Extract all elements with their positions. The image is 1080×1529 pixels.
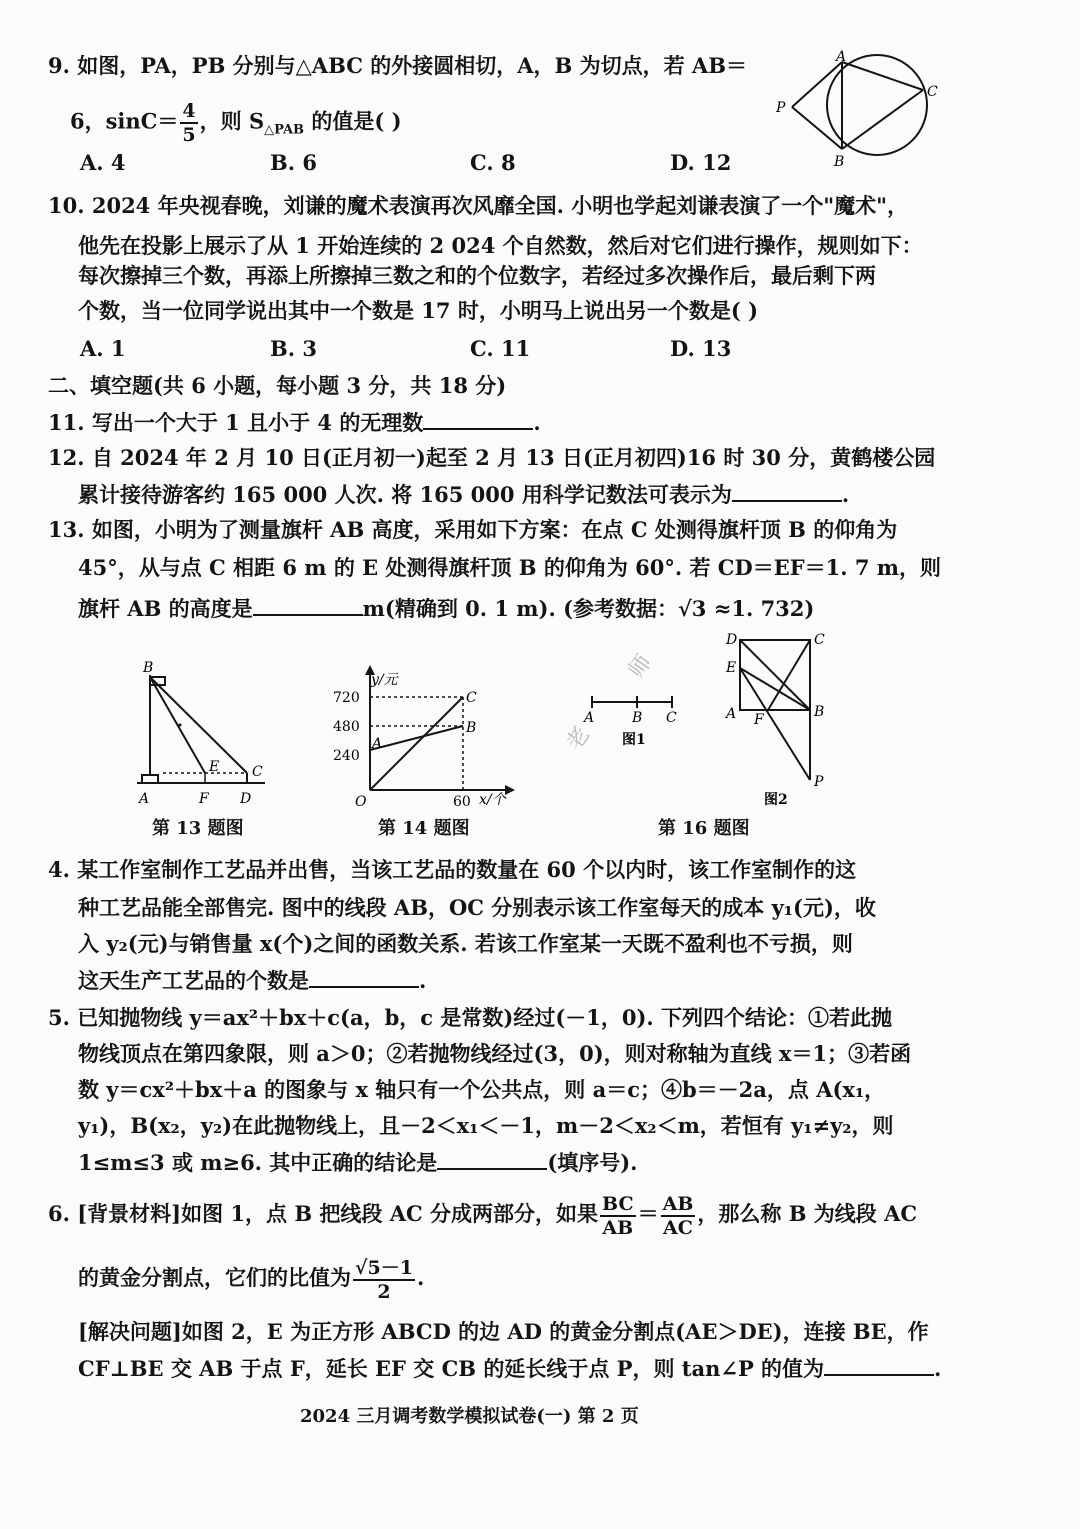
fig16-1-label-b: B <box>632 710 643 726</box>
q13-line-2: 45°，从与点 C 相距 6 m 的 E 处测得旗杆顶 B 的仰角为 60°. 若 CD＝EF＝1. 7 m，则 <box>78 555 942 580</box>
q9-label-b: B <box>834 154 845 170</box>
fig14-xtick-60: 60 <box>453 794 471 810</box>
q11-line <box>48 408 541 437</box>
q9-label-c: C <box>927 84 938 100</box>
q16-ratio-2 <box>661 1193 696 1239</box>
q9-sinc-fraction <box>180 100 197 146</box>
q15-line-2: 物线顶点在第四象限，则 a＞0；②若抛物线经过(3，0)，则对称轴为直线 x＝1；③若函 <box>78 1041 912 1066</box>
fig16-caption: 第 16 题图 <box>658 818 750 839</box>
q10-options <box>80 336 780 366</box>
fig14-ytick-240: 240 <box>333 748 360 764</box>
fig16-2-label-b: B <box>814 704 825 720</box>
q16-ratio-2-den: AC <box>663 1216 693 1239</box>
q16-line-4 <box>78 1354 941 1383</box>
q10-option-b: B. 3 <box>270 336 317 361</box>
page-footer: 2024 三月调考数学模拟试卷(一) 第 2 页 <box>300 1406 639 1427</box>
q16-fig2-square <box>720 628 840 813</box>
q11-answer-blank <box>423 408 533 430</box>
q9-label-p: P <box>776 100 786 116</box>
q9-option-d: D. 12 <box>670 150 732 175</box>
q13-answer-blank <box>253 594 363 616</box>
fig16-2-label-p: P <box>814 774 824 790</box>
fig14-origin: O <box>355 794 367 810</box>
q16-ratio-1-num: BC <box>602 1192 634 1215</box>
q16-text-2-end: . <box>416 1265 425 1290</box>
q9-line-2 <box>70 100 402 149</box>
q9-label-a: A <box>836 50 847 65</box>
q13-text-end: m(精确到 0. 1 m). (参考数据：√3 ≈1. 732) <box>362 596 815 621</box>
q10-line-4: 个数，当一位同学说出其中一个数是 17 时，小明马上说出另一个数是( ) <box>78 298 759 323</box>
q14-graph-figure <box>325 660 525 810</box>
q12-line-2 <box>78 480 849 509</box>
q16-line-1 <box>48 1192 917 1239</box>
fig14-ytick-480: 480 <box>333 719 360 735</box>
q16-fig1-segment <box>580 690 690 750</box>
q16-ratio-2-num: AB <box>662 1192 694 1215</box>
q12-answer-blank <box>732 480 842 502</box>
fig14-y-label: y/元 <box>371 672 398 688</box>
fig16-2-label-f: F <box>754 712 764 728</box>
fig14-label-b: B <box>466 720 477 736</box>
q16-golden-den: 2 <box>377 1280 391 1303</box>
fig13-caption: 第 13 题图 <box>152 818 244 839</box>
q16-answer-blank <box>824 1354 934 1376</box>
q10-option-d: D. 13 <box>670 336 732 361</box>
fig16-2-caption: 图2 <box>764 792 788 808</box>
q15-line-3: 数 y＝cx²＋bx＋a 的图象与 x 轴只有一个公共点，则 a＝c；④b＝－2a，点 A(x₁， <box>78 1077 886 1102</box>
fig16-2-label-e: E <box>726 660 737 676</box>
fig13-label-a: A <box>139 791 150 807</box>
fig16-1-label-a: A <box>584 710 595 726</box>
q13-flagpole-figure <box>125 655 280 810</box>
q10-line-2: 他先在投影上展示了从 1 开始连续的 2 024 个自然数，然后对它们进行操作，规则如下： <box>78 233 923 258</box>
q15-line-1: 5. 已知抛物线 y＝ax²＋bx＋c(a，b，c 是常数)经过(－1，0). 下列四个结论：①若此抛 <box>48 1005 893 1030</box>
q12-end: . <box>841 482 850 507</box>
q14-end: . <box>419 968 427 993</box>
q15-text: 1≤m≤3 或 m≥6. 其中正确的结论是 <box>78 1150 438 1175</box>
q14-line-2: 种工艺品能全部售完. 图中的线段 AB，OC 分别表示该工作室每天的成本 y₁(元)，收 <box>78 895 876 920</box>
fig16-2-label-c: C <box>814 632 825 648</box>
q15-line-4: y₁)，B(x₂，y₂)在此抛物线上，且－2＜x₁＜－1，m－2＜x₂＜m，若恒有 y₁≠y₂，则 <box>78 1113 894 1138</box>
q14-answer-blank <box>309 966 419 988</box>
q10-line-3: 每次擦掉三个数，再添上所擦掉三数之和的个位数字，若经过多次操作后，最后剩下两 <box>78 263 876 288</box>
q16-text-4: CF⊥BE 交 AB 于点 F，延长 EF 交 CB 的延长线于点 P，则 tan∠P 的值为 <box>78 1356 825 1381</box>
q16-text-2: 的黄金分割点，它们的比值为 <box>78 1265 351 1290</box>
fig13-label-c: C <box>252 764 263 780</box>
q13-text: 旗杆 AB 的高度是 <box>78 596 253 621</box>
fig16-1-caption: 图1 <box>622 732 646 748</box>
fig13-label-f: F <box>199 791 209 807</box>
q16-ratio-1-den: AB <box>602 1216 634 1239</box>
q9-area-prefix: ，则 S <box>199 108 265 134</box>
q10-option-c: C. 11 <box>470 336 531 361</box>
q9-area-subscript: △PAB <box>264 122 305 138</box>
q9-option-c: C. 8 <box>470 150 516 175</box>
q9-options <box>80 150 780 180</box>
q14-line-1: 4. 某工作室制作工艺品并出售，当该工艺品的数量在 60 个以内时，该工作室制作的这 <box>48 857 857 882</box>
q12-line-1: 12. 自 2024 年 2 月 10 日(正月初一)起至 2 月 13 日(正月初四)16 时 30 分，黄鹤楼公园 <box>48 445 936 470</box>
fig13-label-d: D <box>240 791 252 807</box>
fig14-label-c: C <box>466 690 477 706</box>
q9-option-b: B. 6 <box>270 150 317 175</box>
q12-text: 累计接待游客约 165 000 人次. 将 165 000 用科学记数法可表示为 <box>78 482 732 507</box>
fig13-label-e: E <box>209 759 220 775</box>
q10-line-1: 10. 2024 年央视春晚，刘谦的魔术表演再次风靡全国. 小明也学起刘谦表演了一个"魔术"， <box>48 193 909 218</box>
fig13-label-b: B <box>143 660 154 676</box>
watermark-char-2: 师 <box>624 650 658 683</box>
q16-equals: ＝ <box>637 1201 659 1226</box>
q9-question-end: 的值是( ) <box>304 108 402 134</box>
fig14-label-a: A <box>372 736 383 752</box>
watermark-char-1: 老 <box>562 722 596 755</box>
q16-line-3: [解决问题]如图 2，E 为正方形 ABCD 的边 AD 的黄金分割点(AE＞DE)，连接 BE，作 <box>78 1319 929 1344</box>
q16-ratio-1 <box>600 1193 636 1239</box>
q14-line-3: 入 y₂(元)与销售量 x(个)之间的函数关系. 若该工作室某一天既不盈利也不亏损，则 <box>78 931 853 956</box>
q15-text-end: (填序号). <box>547 1150 638 1175</box>
q16-golden-ratio <box>353 1257 415 1303</box>
fig16-2-label-a: A <box>726 706 737 722</box>
q13-line-1: 13. 如图，小明为了测量旗杆 AB 高度，采用如下方案：在点 C 处测得旗杆顶 B 的仰角为 <box>48 517 898 542</box>
q9-option-a: A. 4 <box>80 150 126 175</box>
q14-text: 这天生产工艺品的个数是 <box>78 968 309 993</box>
q9-frac-den: 5 <box>182 124 196 146</box>
fig16-2-label-d: D <box>726 632 738 648</box>
q15-line-5 <box>78 1148 638 1177</box>
q9-sinc-prefix: 6，sinC＝ <box>70 108 179 134</box>
q11-end: . <box>533 410 541 435</box>
q9-frac-num: 4 <box>182 100 196 122</box>
q13-line-3 <box>78 594 814 623</box>
q11-text: 11. 写出一个大于 1 且小于 4 的无理数 <box>48 410 424 435</box>
q15-answer-blank <box>437 1148 547 1170</box>
q16-golden-num: √5－1 <box>355 1256 413 1279</box>
q10-option-a: A. 1 <box>80 336 126 361</box>
section-2-heading: 二、填空题(共 6 小题，每小题 3 分，共 18 分) <box>48 373 507 398</box>
q14-line-4 <box>78 966 426 995</box>
fig14-x-label: x/个 <box>479 792 506 808</box>
q16-end: . <box>934 1356 942 1381</box>
fig16-1-label-c: C <box>666 710 677 726</box>
q16-text-1: 6. [背景材料]如图 1，点 B 把线段 AC 分成两部分，如果 <box>48 1201 599 1226</box>
fig14-caption: 第 14 题图 <box>378 818 470 839</box>
q16-line-2 <box>78 1256 424 1303</box>
q9-circle-figure <box>770 50 950 175</box>
fig14-ytick-720: 720 <box>333 690 360 706</box>
q16-text-1-end: ，那么称 B 为线段 AC <box>697 1201 918 1226</box>
q9-line-1: 9. 如图，PA，PB 分别与△ABC 的外接圆相切，A，B 为切点，若 AB＝ <box>48 53 747 78</box>
